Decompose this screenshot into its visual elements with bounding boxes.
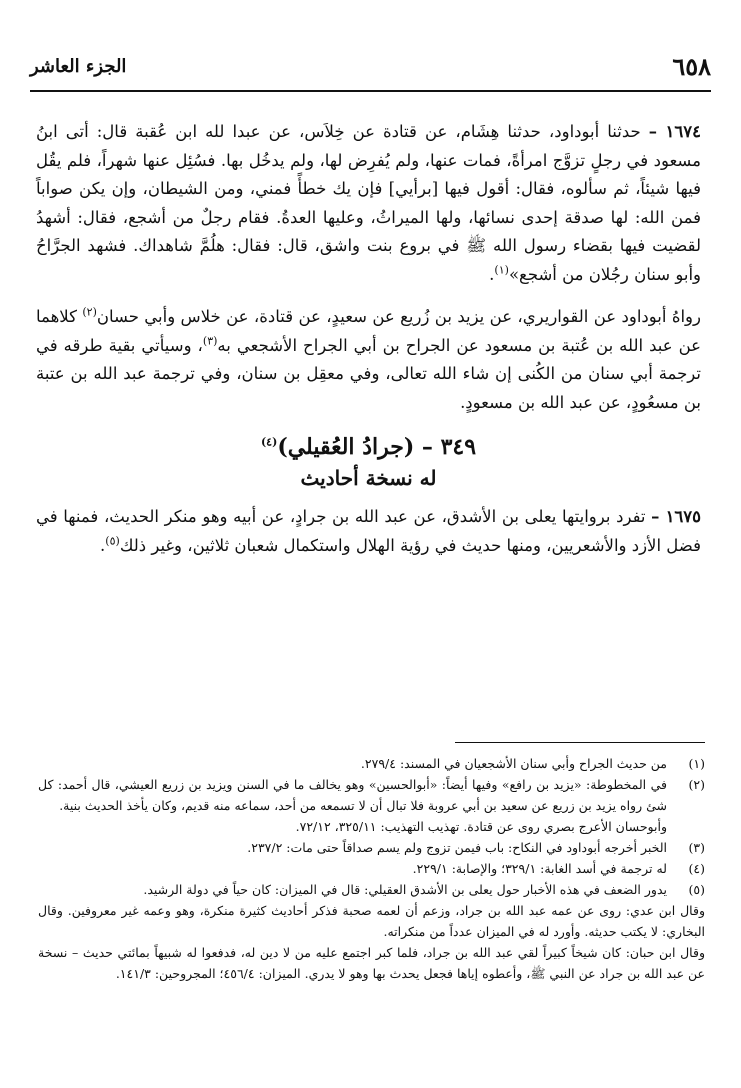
page-header (30, 50, 711, 82)
footnote-ref-2: (٢) (82, 305, 97, 319)
entry-text: حدثنا أبوداود، حدثنا هِشَام، عن قتادة عن خِلاَس، عن عبدا لله ابن عُقبة قال: أتى ابنُ مسعود في رجلٍ تزوَّج امرأةً، فمات عنها، ولم يُفرِض لها، ولم يدخُل بها. فسُئِل عنها شهراً، فلم يقُل فيها شيئاً، ثم سألوه، فقال: أقول فيها [برأيي] فإن يك خطأً فمني، ومن الشيطان، وإن يكن صواباً فمن الله: لها صدقة إحدى نسائها، ولها الميراثُ، وعليها العدةُ. فقام رجلٌ من أشجع، فقال: أشهدُ لقضيت فيها بقضاء رسول الله ﷺ في بروع بنت واشق، قال: فقال: هلُمَّ شاهداك. فشهد الجرَّاحُ وأبو سنان رجُلان من أشجع» (36, 122, 701, 284)
main-text (36, 118, 701, 574)
footnote-1 (38, 753, 705, 774)
footnote-number: (٣) (688, 840, 705, 855)
footnote-3 (38, 837, 705, 858)
entry-text: تفرد بروايتها يعلى بن الأشدق، عن عبد الله بن جرادٍ، عن أبيه وهو منكر الحديث، فمنها في فضل الأزد والأشعريين، ومنها حديث في رؤية الهلال واستكمال شعبان ثلاثين، وغير ذلك (36, 507, 701, 555)
footnote-4 (38, 858, 705, 879)
page-number: ٦٥٨ (672, 51, 711, 81)
footnote-2 (38, 774, 705, 816)
footnote-ref-5: (٥) (105, 534, 120, 547)
footnote-number: (٢) (688, 777, 705, 792)
running-title: الجزء العاشر (30, 55, 127, 77)
entry-number: ١٦٧٥ – (651, 507, 702, 526)
footnote-text: يدور الضعف في هذه الأخبار حول يعلى بن الأشدق العقيلي: قال في الميزان: كان حياً في دولة الرشيد. (143, 882, 667, 897)
footnote-number: (١) (688, 756, 705, 771)
footnote-ref-1: (١) (494, 263, 509, 276)
footnote-2-continued: وأبوحسان الأعرج بصري روى عن قتادة. تهذيب التهذيب: ٣٢٥/١١، ٧٢/١٢. (295, 819, 667, 834)
footnote-ref-3: (٣) (202, 334, 218, 347)
section-subheading: له نسخة أحاديث (300, 466, 437, 490)
footnote-5-continued-2: وقال ابن حبان: كان شيخاً كبيراً لقي عبد الله بن جراد، فلما كبر اجتمع عليه من لا دين له، فدفعوا له شبيهاً بمائتي حديث – نسخة عن عبد الله بن جراد عن النبي ﷺ، وأعطوه إياها فجعل يحدث بها وهو لا يدري. الميزان: ٤٥٦/٤؛ المجروحين: ١٤١/٣. (38, 945, 705, 981)
entry-number: ١٦٧٤ – (648, 122, 701, 141)
narration-paragraph: رواهُ أبوداود عن القواريري، عن يزيد بن زُريع عن سعيدٍ، عن قتادة، عن خلاس وأبي حسان$^{(٢)}$ كلاهما عن عبد الله بن عُتبة بن مسعود عن الجراح بن أبي الجراح الأشجعي به$^{(٣)}$، وسيأتي بقية طرقه في ترجمة أبي سنان من الكُنى إن شاء الله تعالى، وفي معقِل بن سنان، وفي ترجمة عبد الله بن عتبة بن مسعُودٍ، عن عبد الله بن مسعودٍ. (36, 305, 701, 412)
footnote-number: (٥) (688, 882, 705, 897)
footnote-text: له ترجمة في أسد الغابة: ٣٢٩/١؛ والإصابة: ٢٢٩/١. (412, 861, 667, 876)
header-rule (30, 90, 711, 92)
entry-1675: ١٦٧٥ – تفرد بروايتها يعلى بن الأشدق، عن عبد الله بن جرادٍ، عن أبيه وهو منكر الحديث، فمنها في فضل الأزد والأشعريين، ومنها حديث في رؤية الهلال واستكمال شعبان ثلاثين، وغير ذلك$^{(٥)}$. (36, 507, 702, 555)
footnotes (38, 753, 705, 984)
footnote-text: في المخطوطة: «يزيد بن رافع» وفيها أيضاً: «أبوالحسين» وهو يخالف ما في السنن ويزيد بن زريع العيشي، قال أحمد: كل شئ رواه يزيد بن زريع عن سعيد بن أبي عروبة فلا تبال أن لا تسمعه من أحد، سماعه منه قديم، وكان يأخذ الحديث بنية. (38, 777, 667, 813)
footnote-text: الخبر أخرجه أبوداود في النكاح: باب فيمن تزوج ولم يسم صداقاً حتى مات: ٢٣٧/٢. (247, 840, 667, 855)
entry-1674: ١٦٧٤ – حدثنا أبوداود، حدثنا هِشَام، عن قتادة عن خِلاَس، عن عبدا لله ابن عُقبة قال: أتى ابنُ مسعود في رجلٍ تزوَّج امرأةً، فمات عنها، ولم يُفرِض لها، ولم يدخُل بها. فسُئِل عنها شهراً، فلم يقُل فيها شيئاً، ثم سألوه، فقال: أقول فيها [برأيي] فإن يك خطأً فمني، ومن الشيطان، وإن يكن صواباً فمن الله: لها صدقة إحدى نسائها، ولها الميراثُ، وعليها العدةُ. فقام رجلٌ من أشجع، فقال: أشهدُ لقضيت فيها بقضاء رسول الله ﷺ في بروع بنت واشق، قال: فقال: هلُمَّ شاهداك. فشهد الجرَّاحُ وأبو سنان رجُلان من أشجع»$^{(١)}$. (36, 122, 701, 284)
footnote-5-continued: وقال ابن عدي: روى عن عمه عبد الله بن جراد، وزعم أن لعمه صحبة فذكر أحاديث كثيرة منكرة، وهو وعمه غير معروفين. وقال البخاري: لا يكتب حديثه. وأورد له في الميزان عدداً من منكراته. (38, 903, 705, 939)
footnote-ref-4: (٤) (260, 435, 278, 449)
footnote-5 (38, 879, 705, 900)
section-heading: ٣٤٩ – (جرادُ العُقيلي)$^{(٤)}$ (260, 434, 477, 460)
footnote-rule (455, 742, 705, 743)
footnote-text: من حديث الجراح وأبي سنان الأشجعيان في المسند: ٢٧٩/٤. (360, 756, 667, 771)
footnote-number: (٤) (688, 861, 705, 876)
